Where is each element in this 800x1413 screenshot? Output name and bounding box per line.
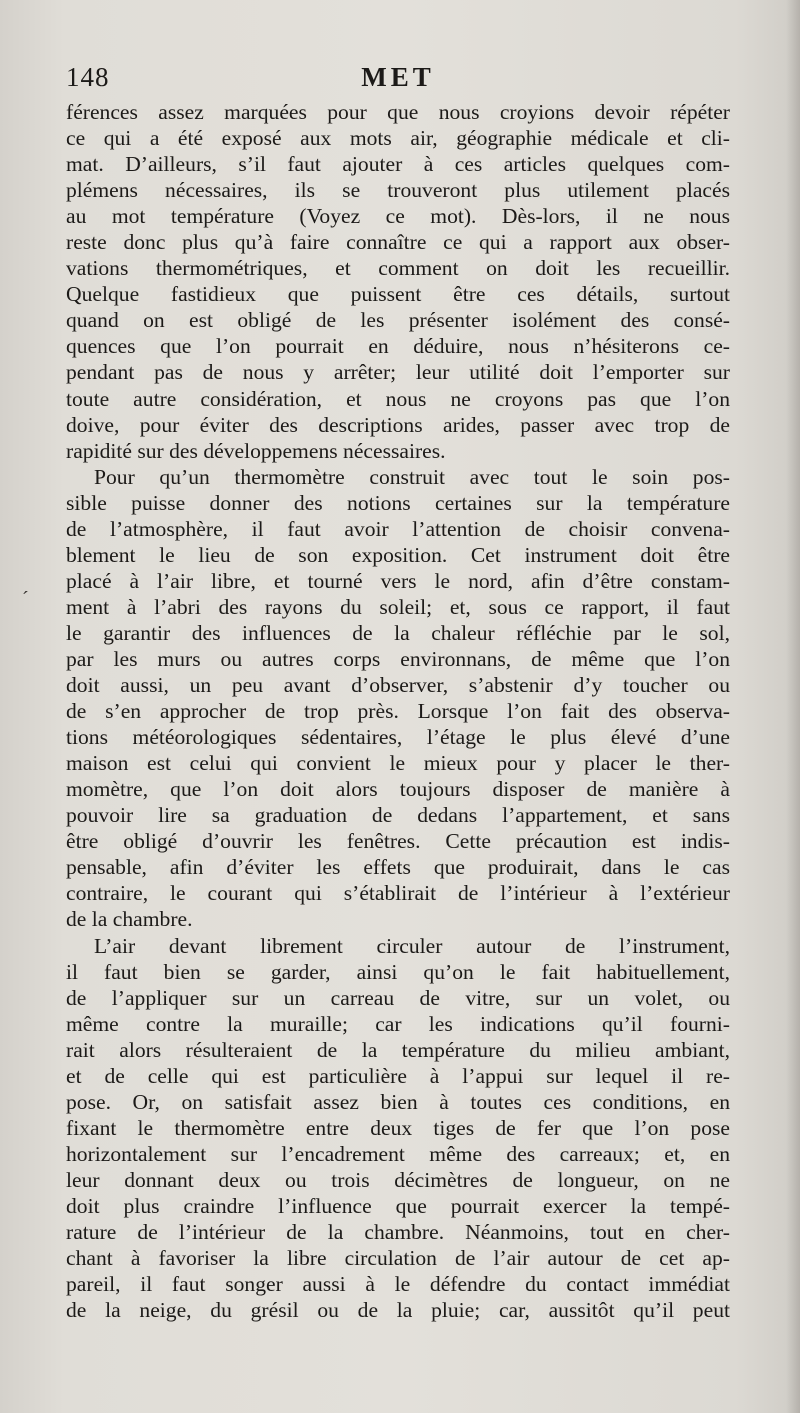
text-line: maison est celui qui convient le mieux pour y placer le ther- bbox=[66, 751, 730, 776]
text-line: leur donnant deux ou trois décimètres de longueur, on ne bbox=[66, 1167, 730, 1192]
text-line: doive, pour éviter des descriptions arides, passer avec trop de bbox=[66, 412, 730, 437]
text-line: placé à l’air libre, et tourné vers le nord, afin d’être constam- bbox=[66, 568, 730, 593]
text-line: le garantir des influences de la chaleur réfléchie par le sol, bbox=[66, 620, 730, 645]
page-header bbox=[66, 62, 730, 98]
page-edge-shadow bbox=[786, 0, 800, 1413]
text-line: pendant pas de nous y arrêter; leur utilité doit l’emporter sur bbox=[66, 360, 730, 385]
text-line: de l’appliquer sur un carreau de vitre, sur un volet, ou bbox=[66, 985, 730, 1010]
text-line: sible puisse donner des notions certaines sur la température bbox=[66, 490, 730, 515]
text-line: rait alors résulteraient de la température du milieu ambiant, bbox=[66, 1037, 730, 1062]
text-line: et de celle qui est particulière à l’appui sur lequel il re- bbox=[66, 1063, 730, 1088]
text-line: Quelque fastidieux que puissent être ces détails, surtout bbox=[66, 282, 730, 307]
text-line: momètre, que l’on doit alors toujours disposer de manière à bbox=[66, 777, 730, 802]
page-number: 148 bbox=[66, 62, 110, 92]
text-line: contraire, le courant qui s’établirait de l’intérieur à l’extérieur bbox=[66, 881, 730, 906]
text-line: fixant le thermomètre entre deux tiges de fer que l’on pose bbox=[66, 1115, 730, 1140]
text-line: pose. Or, on satisfait assez bien à toutes ces conditions, en bbox=[66, 1089, 730, 1114]
text-line: rapidité sur des développemens nécessaires. bbox=[66, 438, 446, 463]
text-line: au mot température (Voyez ce mot). Dès-lors, il ne nous bbox=[66, 204, 730, 229]
text-line: rature de l’intérieur de la chambre. Néanmoins, tout en cher- bbox=[66, 1220, 730, 1245]
text-line: pareil, il faut songer aussi à le défendre du contact immédiat bbox=[66, 1272, 730, 1297]
text-line: férences assez marquées pour que nous croyions devoir répéter bbox=[66, 100, 730, 124]
text-line: pensable, afin d’éviter les effets que produirait, dans le cas bbox=[66, 855, 730, 880]
text-line: même contre la muraille; car les indications qu’il fourni- bbox=[66, 1011, 730, 1036]
text-line: Pour qu’un thermomètre construit avec tout le soin pos- bbox=[94, 464, 730, 489]
text-line: doit plus craindre l’influence que pourrait exercer la tempé- bbox=[66, 1193, 730, 1218]
text-line: vations thermométriques, et comment on doit les recueillir. bbox=[66, 256, 730, 281]
text-line: être obligé d’ouvrir les fenêtres. Cette précaution est indis- bbox=[66, 829, 730, 854]
text-line: blement le lieu de son exposition. Cet instrument doit être bbox=[66, 542, 730, 567]
text-line: de la neige, du grésil ou de la pluie; car, aussitôt qu’il peut bbox=[66, 1298, 730, 1323]
text-line: tions météorologiques sédentaires, l’étage le plus élevé d’une bbox=[66, 725, 730, 750]
text-line: il faut bien se garder, ainsi qu’on le fait habituellement, bbox=[66, 959, 730, 984]
text-line: doit aussi, un peu avant d’observer, s’abstenir d’y toucher ou bbox=[66, 673, 730, 698]
text-line: reste donc plus qu’à faire connaître ce qui a rapport aux obser- bbox=[66, 230, 730, 255]
margin-mark: ´ bbox=[22, 588, 29, 610]
text-line: de s’en approcher de trop près. Lorsque l’on fait des observa- bbox=[66, 699, 730, 724]
text-line: L’air devant librement circuler autour de l’instrument, bbox=[94, 933, 730, 958]
text-line: quand on est obligé de les présenter isolément des consé- bbox=[66, 308, 730, 333]
text-line: toute autre considération, et nous ne croyons pas que l’on bbox=[66, 386, 730, 411]
text-line: pouvoir lire sa graduation de dedans l’appartement, et sans bbox=[66, 803, 730, 828]
text-line: chant à favoriser la libre circulation de l’air autour de cet ap- bbox=[66, 1246, 730, 1271]
text-line: de la chambre. bbox=[66, 907, 193, 932]
text-line: de l’atmosphère, il faut avoir l’attention de choisir convena- bbox=[66, 516, 730, 541]
text-line: ce qui a été exposé aux mots air, géographie médicale et cli- bbox=[66, 126, 730, 151]
text-line: quences que l’on pourrait en déduire, nous n’hésiterons ce- bbox=[66, 334, 730, 359]
text-line: horizontalement sur l’encadrement même des carreaux; et, en bbox=[66, 1141, 730, 1166]
text-line: ment à l’abri des rayons du soleil; et, sous ce rapport, il faut bbox=[66, 594, 730, 619]
text-line: mat. D’ailleurs, s’il faut ajouter à ces articles quelques com- bbox=[66, 152, 730, 177]
text-line: plémens nécessaires, ils se trouveront plus utilement placés bbox=[66, 178, 730, 203]
body-text bbox=[66, 99, 730, 1323]
running-head: MET bbox=[361, 62, 435, 92]
text-line: par les murs ou autres corps environnans, de même que l’on bbox=[66, 646, 730, 671]
